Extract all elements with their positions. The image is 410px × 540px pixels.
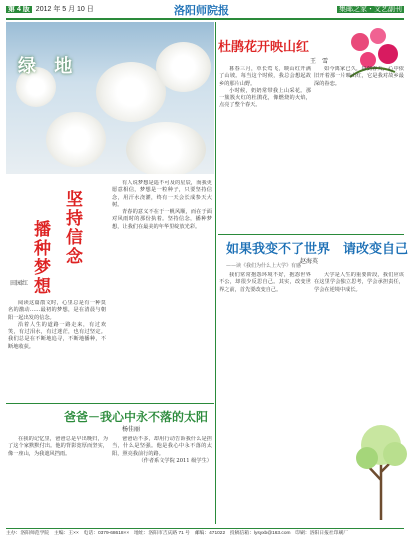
article3-body-b (314, 272, 404, 408)
article4-author: 杨佳丽 (122, 426, 141, 433)
section-name: 集邮之家・文艺副刊 (339, 6, 402, 13)
masthead: 洛阳师院报 (174, 5, 229, 17)
paragraph: 在我的记忆里，爸爸总是早出晚归，为了这个家默默付出。他的背影宽厚而坚实，像一座山，为我遮风挡雨。 (8, 436, 108, 457)
paragraph: 阅读这篇散文时，心里总是有一种莫名的激动……最初的梦想，是在清晨与朝阳一起出发的信念。 (8, 300, 106, 321)
article4-body-a (8, 436, 108, 524)
column-rule (215, 22, 216, 524)
paragraph: 如今离家已久，每到春天，心中依旧开着那一片映山红，它是我对故乡最深的眷恋。 (314, 66, 404, 87)
author-note: （作者系文学院 2011 级学生） (138, 457, 212, 464)
paragraph: 爸爸话不多，却用行动告诉我什么是担当，什么是坚强。他是我心中永不落的太阳，照亮我前行的路。 (112, 436, 212, 457)
paragraph: 沿着人生的道路一路走来，有过欢笑，有过泪水，有过迷茫，也有过坚定。我们总是在不断地追寻，不断地播种，不断地收获。 (8, 321, 106, 350)
article1-author: 田园红 (10, 280, 29, 287)
article2-body-b (314, 66, 404, 232)
divider (218, 234, 404, 235)
article3-subtitle: ——读《我们为什么上大学》有感 (226, 263, 302, 269)
article3-body-a (219, 272, 311, 524)
article1-body-b (112, 180, 212, 402)
paragraph: 大学是人生的重要阶段，我们应该在这里学会独立思考，学会承担责任，学会在逆境中成长。 (314, 272, 404, 293)
paragraph: 我们常常抱怨环境不好，抱怨世界不公，却很少反思自己。其实，改变世界之前，首先要改变自己。 (219, 272, 311, 293)
article2-title: 杜鹃花开映山红 (218, 40, 310, 55)
article1-title-line1: 坚持信念 (62, 190, 82, 266)
article1-title-block (8, 190, 103, 300)
article1-body-a (8, 300, 106, 402)
article2-body-a (219, 66, 311, 232)
article2-author: 王 雪 (310, 58, 329, 65)
divider (6, 403, 214, 404)
article4-title-bar (64, 408, 209, 424)
paragraph: 青春的意义不在于一帆风顺，而在于面对风雨时的那份执着。坚持信念，播种梦想，让我们在最美的年华里绽放光彩。 (112, 209, 212, 230)
magnolia-photo (6, 22, 214, 174)
photo-title: 绿 地 (18, 56, 79, 77)
issue-date: 2012 年 5 月 10 日 (35, 6, 94, 13)
paragraph: 小时候，奶奶常带我上山采花。那一簇簇火红的杜鹃花，像燃烧的火焰，点亮了整个春天。 (219, 87, 311, 109)
article4-body-b (112, 436, 212, 524)
page-footer: 主办：洛阳师范学院 主编：王×× 电话：0379-68618×× 地址：洛阳市吉庆路 71 号 邮编：471022 投稿信箱：lysyxb@163.com 印刷：洛阳日报社印刷厂 (6, 528, 404, 537)
paragraph: 有人说梦想是遥不可及的星辰，而我更愿意相信，梦想是一粒种子，只要坚持信念，用汗水浇灌，终有一天会长成参天大树。 (112, 180, 212, 208)
page-number: 第 4 版 (8, 6, 30, 13)
page-header (6, 4, 404, 20)
article3-author: 赵海英 (300, 258, 319, 265)
tree-illustration (355, 410, 407, 520)
article3-title: 如果我变不了世界 请改变自己 (226, 242, 409, 257)
paragraph: 暮春三月，草长莺飞，映山红开满了山坡。每当这个时候，我总会想起故乡的那片山野。 (219, 66, 311, 87)
header-left (6, 4, 94, 14)
article4-title: 爸爸－我心中永不落的太阳 (64, 410, 209, 424)
article1-title-line2: 播种梦想 (30, 220, 50, 296)
